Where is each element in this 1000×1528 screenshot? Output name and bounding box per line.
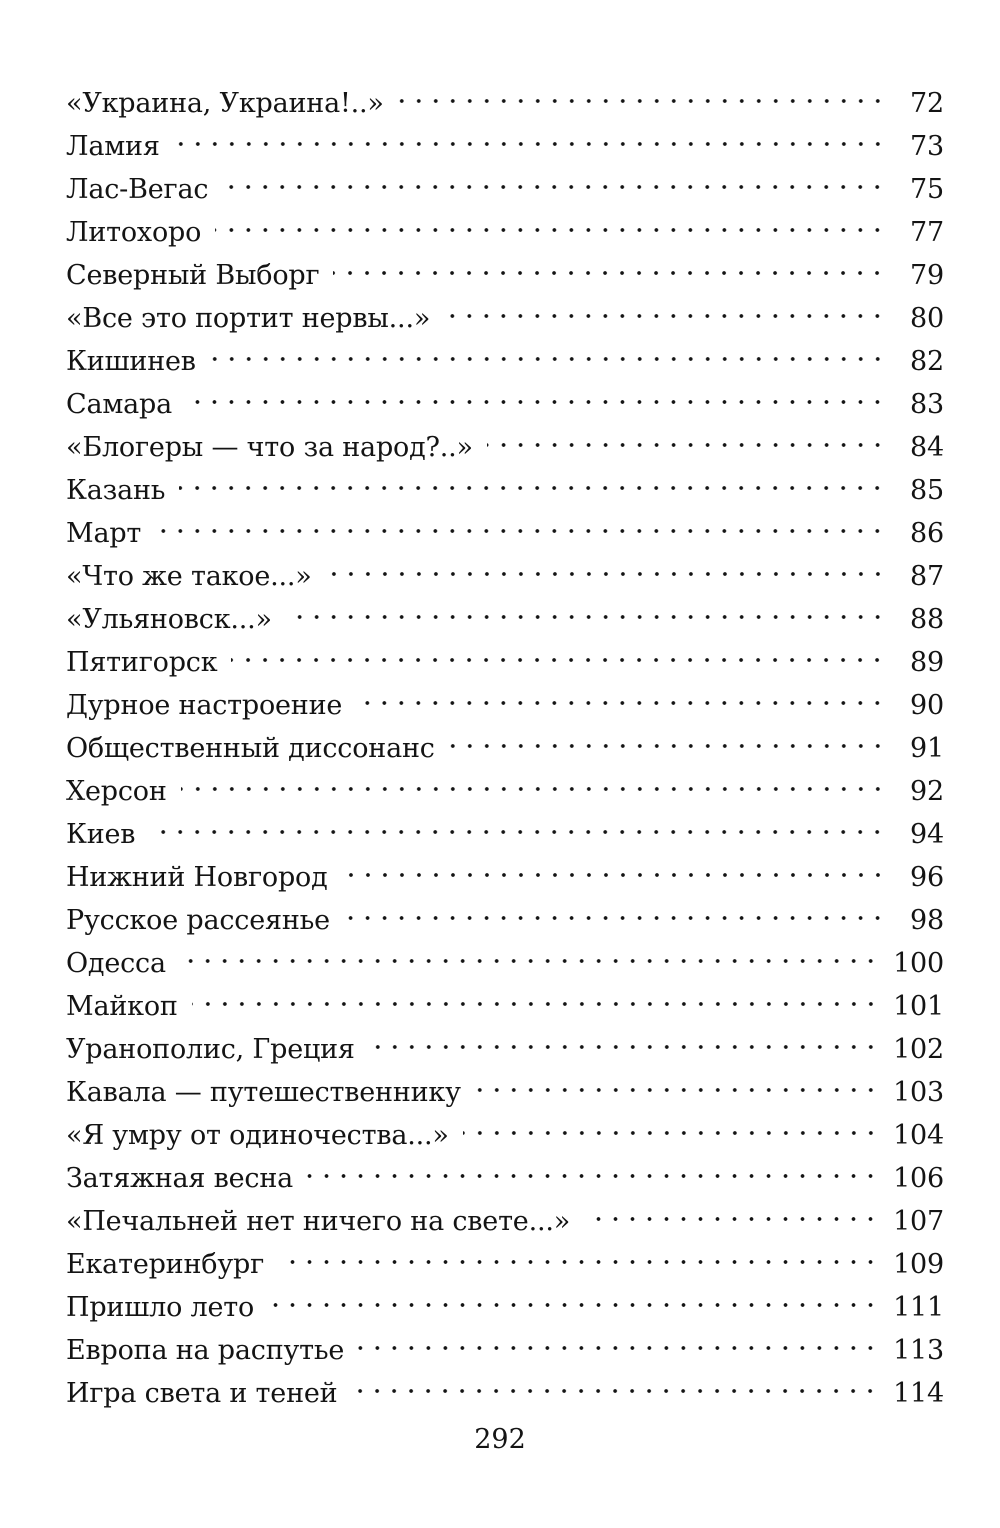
toc-entry-title: Игра света и теней [66,1378,338,1409]
dot-leader [333,241,886,284]
toc-entry [66,499,944,549]
dot-leader [210,327,886,370]
toc-entry [66,800,944,850]
toc-entry-title: Пятигорск [66,647,218,678]
toc-entry-page: 100 [893,948,944,979]
dot-leader [268,1273,879,1316]
toc-entry-title: «Украина, Украина!..» [66,88,384,119]
toc-entry [66,929,944,979]
toc-entry-title: Литохоро [66,217,202,248]
toc-entry-title: Самара [66,389,173,420]
toc-entry-page: 107 [893,1206,944,1237]
toc-entry-page: 89 [910,647,944,678]
toc-entry-title: «Блогеры — что за народ?..» [66,432,473,463]
toc-entry [66,155,944,205]
toc-entry-title: Киев [66,819,136,850]
toc-entry-title: Северный Выборг [66,260,320,291]
dot-leader [179,456,886,499]
dot-leader [215,198,886,241]
toc-entry-page: 111 [893,1292,944,1323]
toc-entry-page: 83 [910,389,944,420]
dot-leader [463,1101,879,1144]
toc-entry-page: 75 [910,174,944,205]
toc-entry-title: Уранополис, Греция [66,1034,355,1065]
toc-entry [66,69,944,119]
dot-leader [444,284,886,327]
dot-leader [278,1230,879,1273]
toc-entry-page: 94 [910,819,944,850]
toc-entry-page: 72 [910,88,944,119]
toc-entry-page: 96 [910,862,944,893]
toc-entry-title: Майкоп [66,991,178,1022]
toc-entry [66,413,944,463]
toc-entry-page: 104 [893,1120,944,1151]
toc-entry-title: Лас-Вегас [66,174,209,205]
toc-entry-title: «Ульяновск...» [66,604,272,635]
toc-entry [66,370,944,420]
toc-entry [66,1015,944,1065]
dot-leader [475,1058,879,1101]
toc-entry-page: 101 [893,991,944,1022]
toc-entry-page: 102 [893,1034,944,1065]
dot-leader [369,1015,879,1058]
dot-leader [174,112,886,155]
toc-entry-page: 92 [910,776,944,807]
toc-entry-page: 91 [910,733,944,764]
toc-entry-page: 79 [910,260,944,291]
dot-leader [180,929,879,972]
dot-leader [358,1316,879,1359]
dot-leader [149,800,886,843]
toc-entry [66,843,944,893]
toc-entry-page: 80 [910,303,944,334]
toc-entry [66,542,944,592]
dot-leader [351,1359,879,1402]
toc-entry-title: Русское рассеянье [66,905,330,936]
toc-entry [66,757,944,807]
toc-entry-page: 73 [910,131,944,162]
toc-entry-title: Ламия [66,131,160,162]
dot-leader [192,972,879,1015]
toc-entry-title: Март [66,518,142,549]
toc-entry-title: Херсон [66,776,167,807]
toc-entry-page: 77 [910,217,944,248]
dot-leader [326,542,886,585]
toc-entry-page: 109 [893,1249,944,1280]
dot-leader [449,714,886,757]
dot-leader [344,886,886,929]
dot-leader [181,757,886,800]
toc-entry-title: Екатеринбург [66,1249,265,1280]
dot-leader [398,69,886,112]
toc-entry-page: 87 [910,561,944,592]
toc-entry-title: Кишинев [66,346,196,377]
dot-leader [342,843,886,886]
dot-leader [222,155,886,198]
toc-entry-page: 90 [910,690,944,721]
toc-entry-page: 82 [910,346,944,377]
toc-entry-title: Дурное настроение [66,690,343,721]
dot-leader [487,413,886,456]
dot-leader [231,628,886,671]
table-of-contents [66,69,944,1409]
toc-entry-page: 85 [910,475,944,506]
dot-leader [356,671,886,714]
toc-entry-page: 84 [910,432,944,463]
toc-entry-title: «Печальней нет ничего на свете...» [66,1206,571,1237]
toc-entry [66,456,944,506]
toc-entry-page: 114 [893,1378,944,1409]
toc-entry-page: 113 [893,1335,944,1366]
toc-entry-title: Кавала — путешественнику [66,1077,461,1108]
page-number: 292 [474,1424,526,1455]
dot-leader [584,1187,879,1230]
toc-entry-title: Казань [66,475,166,506]
dot-leader [186,370,886,413]
toc-entry-title: Пришло лето [66,1292,255,1323]
dot-leader [155,499,886,542]
toc-entry-title: «Я умру от одиночества...» [66,1120,449,1151]
toc-entry-title: Европа на распутье [66,1335,345,1366]
dot-leader [307,1144,879,1187]
toc-entry-title: «Все это портит нервы...» [66,303,431,334]
toc-entry-page: 86 [910,518,944,549]
toc-entry-page: 88 [910,604,944,635]
toc-entry [66,972,944,1022]
toc-entry-title: «Что же такое...» [66,561,312,592]
toc-entry-page: 103 [893,1077,944,1108]
toc-entry [66,112,944,162]
toc-entry-page: 98 [910,905,944,936]
toc-entry-title: Общественный диссонанс [66,733,435,764]
toc-entry-page: 106 [893,1163,944,1194]
toc-entry-title: Затяжная весна [66,1163,294,1194]
toc-entry-title: Одесса [66,948,166,979]
dot-leader [286,585,886,628]
toc-entry-title: Нижний Новгород [66,862,328,893]
